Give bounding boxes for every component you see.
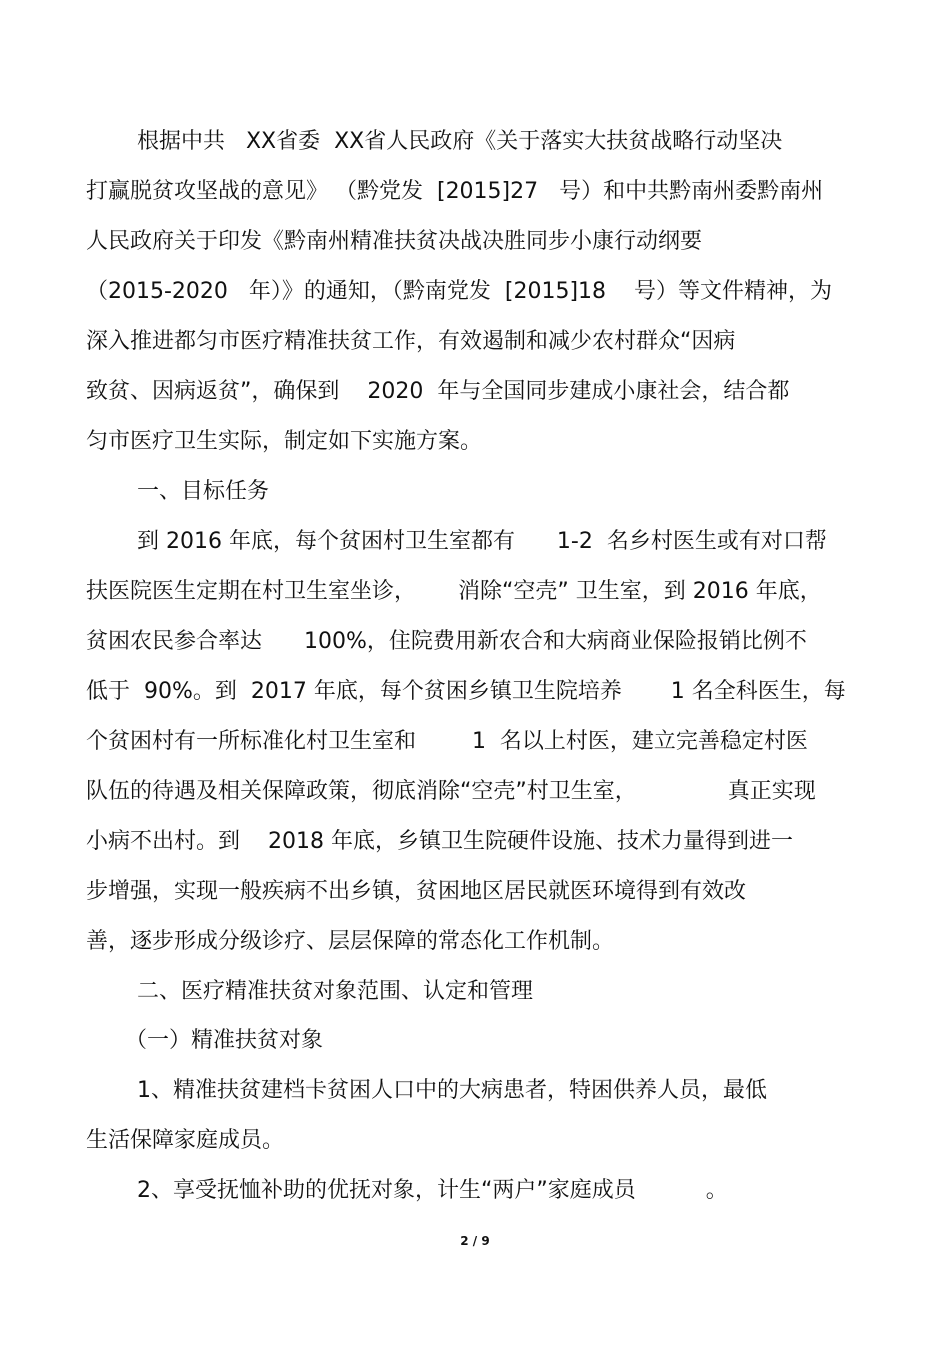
paragraph-line: 深入推进都匀市医疗精准扶贫工作，有效遏制和减少农村群众“因病 <box>86 329 736 354</box>
paragraph-line: 队伍的待遇及相关保障政策，彻底消除“空壳”村卫生室， 真正实现 <box>86 779 816 804</box>
paragraph-line: 低于 90%。到 2017 年底，每个贫困乡镇卫生院培养 1 名全科医生，每 <box>86 679 846 704</box>
paragraph-line: 生活保障家庭成员。 <box>86 1128 285 1153</box>
paragraph-line: 个贫困村有一所标准化村卫生室和 1 名以上村医，建立完善稳定村医 <box>86 729 808 754</box>
paragraph-line: 根据中共 XX省委 XX省人民政府《关于落实大扶贫战略行动坚决 <box>137 129 783 154</box>
section-heading: 一、目标任务 <box>137 479 270 504</box>
paragraph-line: 致贫、因病返贫”，确保到 2020 年与全国同步建成小康社会，结合都 <box>86 379 790 404</box>
subsection-heading: （一）精准扶贫对象 <box>125 1028 324 1053</box>
paragraph-line: 2、享受抚恤补助的优抚对象，计生“两户”家庭成员 。 <box>137 1178 728 1203</box>
paragraph-line: 到 2016 年底，每个贫困村卫生室都有 1-2 名乡村医生或有对口帮 <box>137 529 827 554</box>
paragraph-line: 步增强，实现一般疾病不出乡镇，贫困地区居民就医环境得到有效改 <box>86 879 747 904</box>
section-heading: 二、医疗精准扶贫对象范围、认定和管理 <box>137 979 534 1004</box>
paragraph-line: 小病不出村。到 2018 年底，乡镇卫生院硬件设施、技术力量得到进一 <box>86 829 793 854</box>
paragraph-line: （2015-2020 年）》的通知，（黔南党发 [2015]18 号）等文件精神，为 <box>86 279 833 304</box>
paragraph-line: 人民政府关于印发《黔南州精准扶贫决战决胜同步小康行动纲要 <box>86 229 703 254</box>
paragraph-line: 善，逐步形成分级诊疗、层层保障的常态化工作机制。 <box>86 929 615 954</box>
page-number: 2 / 9 <box>460 1234 490 1248</box>
paragraph-line: 打赢脱贫攻坚战的意见》 （黔党发 [2015]27 号）和中共黔南州委黔南州 <box>86 179 824 204</box>
paragraph-line: 扶医院医生定期在村卫生室坐诊， 消除“空壳” 卫生室，到 2016 年底， <box>86 579 822 604</box>
paragraph-line: 贫困农民参合率达 100%，住院费用新农合和大病商业保险报销比例不 <box>86 629 807 654</box>
paragraph-line: 匀市医疗卫生实际，制定如下实施方案。 <box>86 429 483 454</box>
paragraph-line: 1、精准扶贫建档卡贫困人口中的大病患者，特困供养人员，最低 <box>137 1078 767 1103</box>
